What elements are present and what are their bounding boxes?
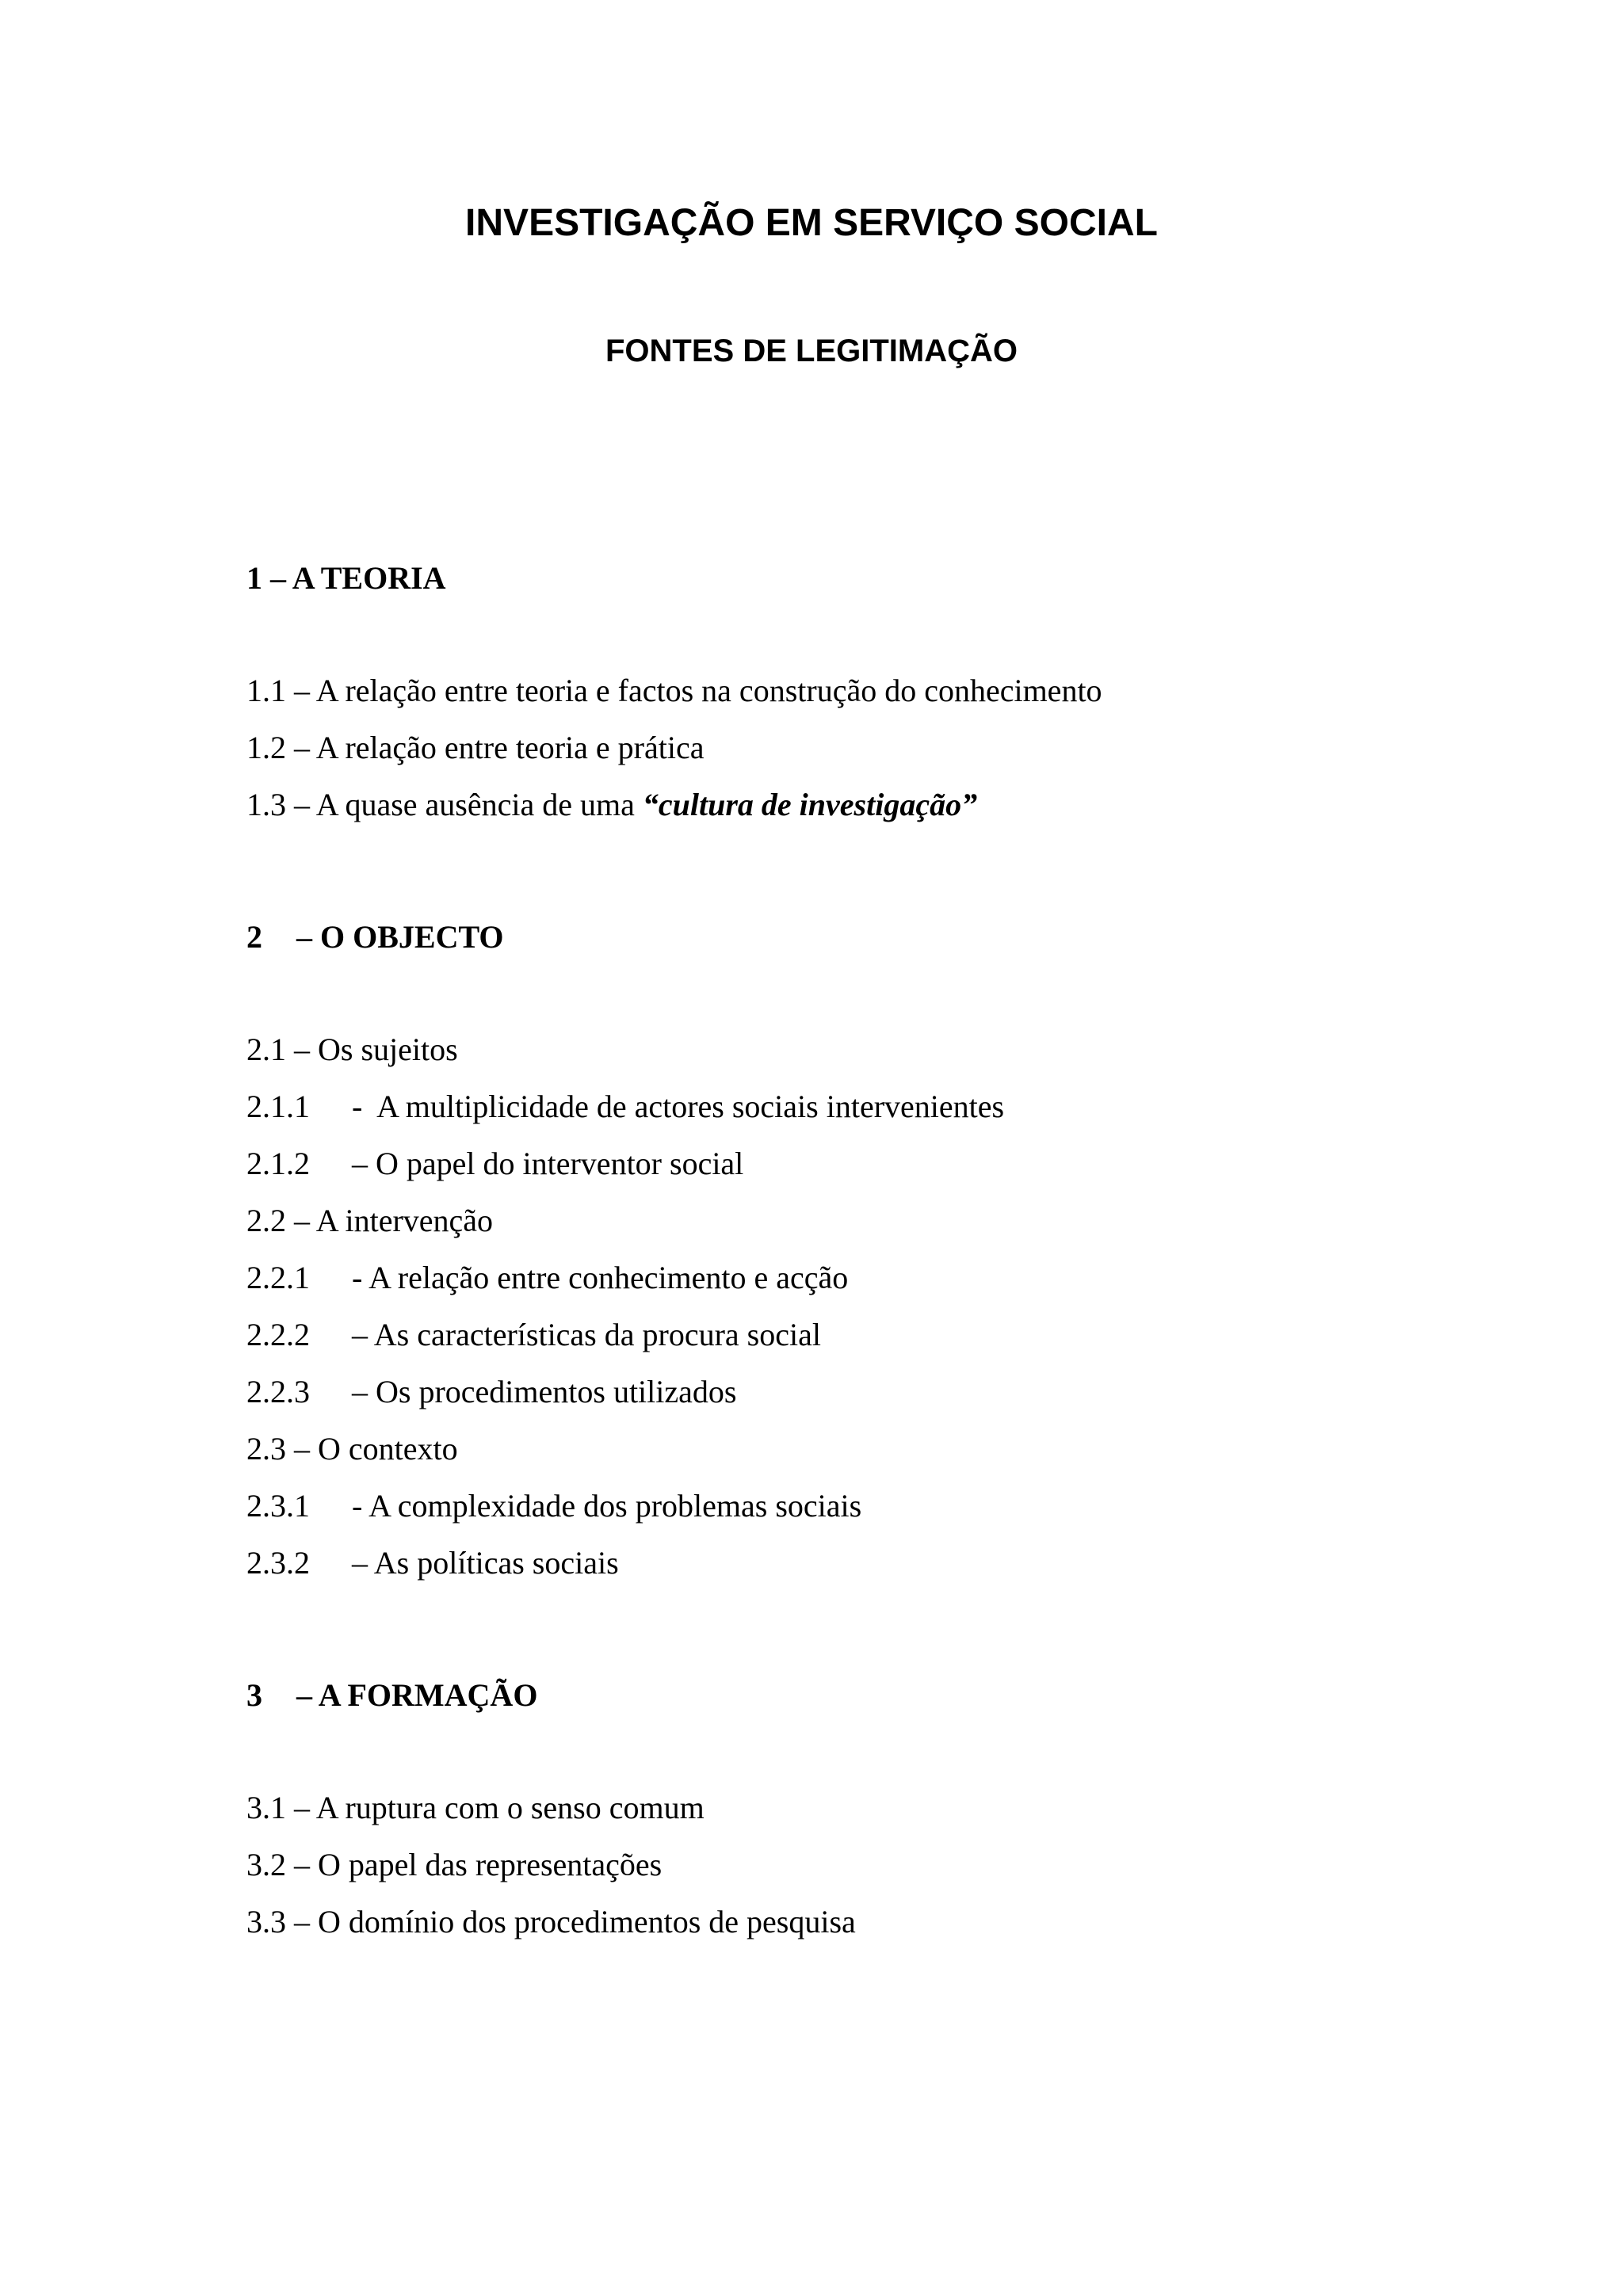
section-2-item-text: – As características da procura social: [344, 1317, 821, 1352]
section-2-item-text: – O papel do interventor social: [344, 1146, 744, 1181]
section-3-item-3: 3.3 – O domínio dos procedimentos de pesquisa: [246, 1904, 856, 1939]
section-2-item-number: 2.2.1: [246, 1260, 310, 1295]
document-subtitle: FONTES DE LEGITIMAÇÃO: [605, 334, 1018, 368]
section-1-item-2: 1.2 – A relação entre teoria e prática: [246, 730, 705, 765]
section-2-item-text: 2.2 – A intervenção: [246, 1203, 494, 1238]
section-3-heading-number: 3: [246, 1677, 262, 1713]
section-2-item: [246, 1200, 493, 1241]
section-2-item-number: 2.2.2: [246, 1317, 310, 1352]
section-3-heading: [246, 1675, 537, 1716]
section-2-item-text: 2.3 – O contexto: [246, 1431, 458, 1466]
section-3-item-2: 3.2 – O papel das representações: [246, 1847, 663, 1882]
section-2-item-text: 2.1 – Os sujeitos: [246, 1032, 458, 1067]
section-2-item-text: – Os procedimentos utilizados: [344, 1374, 737, 1409]
section-2-item-text: - A multiplicidade de actores sociais intervenientes: [344, 1089, 1005, 1124]
section-2-item: [246, 1029, 458, 1070]
section-2-item-text: - A relação entre conhecimento e acção: [344, 1260, 849, 1295]
section-2-item-text: - A complexidade dos problemas sociais: [344, 1488, 862, 1524]
section-2-item: [246, 1314, 821, 1356]
document-title: INVESTIGAÇÃO EM SERVIÇO SOCIAL: [465, 202, 1158, 244]
section-1-item-1: 1.1 – A relação entre teoria e factos na construção do conhecimento: [246, 673, 1102, 708]
section-2-item: [246, 1143, 743, 1184]
section-2-item: [246, 1486, 861, 1527]
section-2-item: [246, 1371, 736, 1413]
section-2-heading-number: 2: [246, 919, 262, 955]
section-1-heading: 1 – A TEORIA: [246, 560, 446, 596]
section-1-item-3-prefix: 1.3 – A quase ausência de uma: [246, 787, 643, 822]
section-3-heading-text: – A FORMAÇÃO: [296, 1677, 538, 1713]
section-2-item-number: 2.3.2: [246, 1545, 310, 1581]
section-3-item-1: 3.1 – A ruptura com o senso comum: [246, 1790, 705, 1825]
section-2-item-number: 2.2.3: [246, 1374, 310, 1409]
section-1-item-3-emphasis: “cultura de investigação”: [642, 787, 978, 822]
section-2-item: [246, 1428, 458, 1470]
section-2-item: [246, 1086, 1004, 1127]
section-2-item-number: 2.1.1: [246, 1089, 310, 1124]
section-2-heading-text: – O OBJECTO: [296, 919, 504, 955]
section-2-item: [246, 1543, 619, 1584]
section-2-heading: [246, 917, 504, 958]
section-2-item: [246, 1257, 848, 1299]
section-2-item-number: 2.1.2: [246, 1146, 310, 1181]
section-2-item-number: 2.3.1: [246, 1488, 310, 1524]
section-2-item-text: – As políticas sociais: [344, 1545, 619, 1581]
section-1-item-3: [246, 784, 977, 826]
